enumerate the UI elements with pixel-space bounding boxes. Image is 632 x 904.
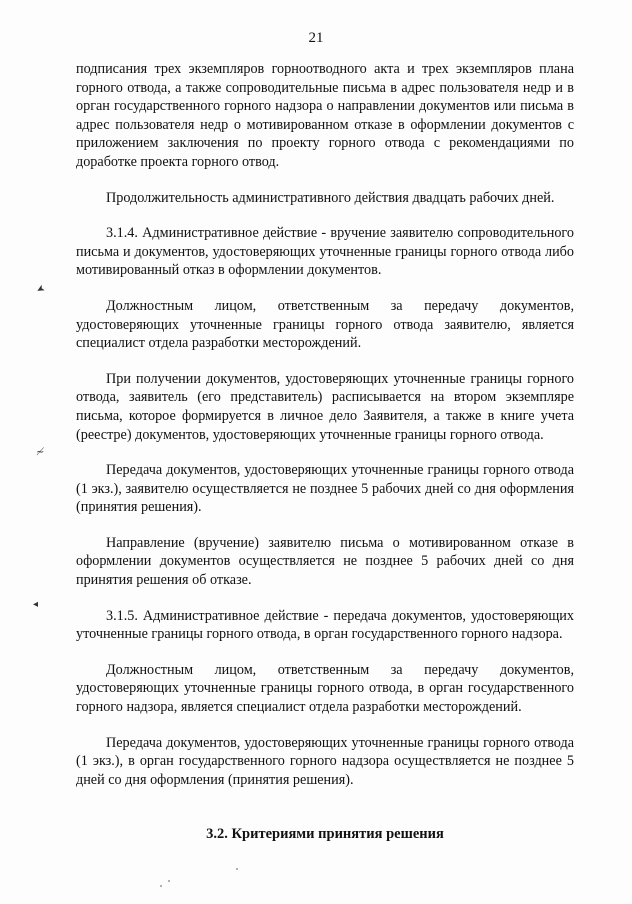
paragraph-3-1-5: 3.1.5. Административное действие - передача документов, удостоверяющих уточненные границы горного отвода, в орган государственного горного надзора. bbox=[76, 607, 574, 643]
margin-mark-icon: ➤ bbox=[33, 281, 47, 296]
paragraph-continuation: подписания трех экземпляров горноотводного акта и трех экземпляров плана горного отвода, а также сопроводительные письма в адрес пользователя недр и в орган государственного горного надзора о направлении документов или письма в адрес пользователя недр о мотивированном отказе в оформлении документов с приложением заключения по проекту горного отвода с рекомендациями по доработке проекта горного отвод. bbox=[76, 61, 574, 170]
scan-speck bbox=[168, 880, 170, 882]
scan-speck bbox=[160, 885, 162, 887]
paragraph-receipt: При получении документов, удостоверяющих уточненные границы горного отвода, заявитель (его представитель) расписывается на втором экземпляре письма, которое формируется в личное дело Заявителя, а также в книге учета (реестре) документов, удостоверяющих уточненные границы горного отвода. bbox=[76, 370, 574, 443]
document-body bbox=[76, 60, 574, 844]
section-heading: 3.2. Критериями принятия решения bbox=[206, 826, 444, 843]
paragraph-responsible-official: Должностным лицом, ответственным за передачу документов, удостоверяющих уточненные границы горного отвода заявителю, является специалист отдела разработки месторождений. bbox=[76, 297, 574, 352]
margin-mark-icon: ◂ bbox=[33, 599, 39, 610]
paragraph-3-1-4: 3.1.4. Административное действие - вручение заявителю сопроводительного письма и документов, удостоверяющих уточненные границы горного отвода либо мотивированный отказ в оформлении документов. bbox=[76, 225, 574, 279]
page-number: 21 bbox=[308, 30, 324, 46]
paragraph-transfer-applicant: Передача документов, удостоверяющих уточненные границы горного отвода (1 экз.), заявителю осуществляется не позднее 5 рабочих дней со дня оформления (принятия решения). bbox=[76, 462, 574, 516]
scan-speck bbox=[236, 868, 238, 870]
margin-mark-icon: ≁ bbox=[36, 447, 45, 458]
paragraph-responsible-official-supervision: Должностным лицом, ответственным за передачу документов, удостоверяющих уточненные границы горного отвода, в орган государственного горного надзора, является специалист отдела разработки месторождений. bbox=[76, 661, 574, 716]
paragraph-transfer-supervision: Передача документов, удостоверяющих уточненные границы горного отвода (1 экз.), в орган государственного горного надзора осуществляется не позднее 5 дней со дня оформления (принятия решения). bbox=[76, 734, 574, 788]
paragraph-refusal-notice: Направление (вручение) заявителю письма о мотивированном отказе в оформлении документов осуществляется не позднее 5 рабочих дней со дня принятия решения об отказе. bbox=[76, 534, 574, 589]
paragraph-duration: Продолжительность административного действия двадцать рабочих дней. bbox=[106, 189, 555, 206]
